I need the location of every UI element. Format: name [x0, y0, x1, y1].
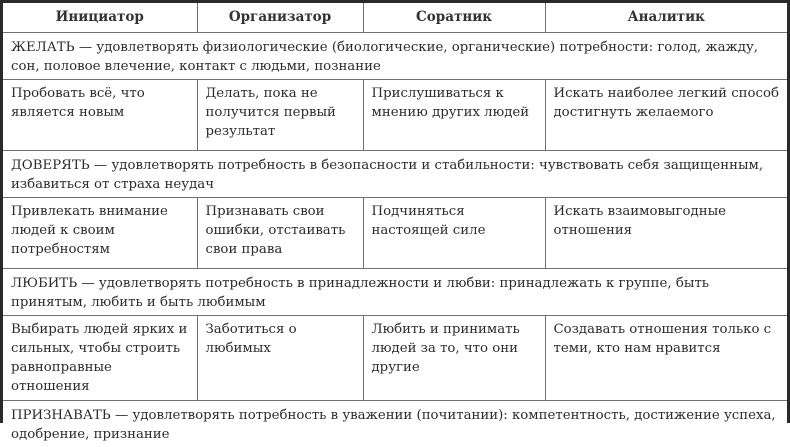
section-title: ЛЮБИТЬ — удовлетворять потребность в принадлежности и любви: принадлежать к группе, быть принятым, любить и быть любимым: [3, 269, 787, 316]
section-row-recognize: [3, 401, 787, 447]
table-cell: Выбирать людей ярких и сильных, чтобы строить равноправные отношения: [3, 316, 197, 401]
table-cell: Создавать отношения только с теми, кто нам нравится: [545, 316, 787, 401]
header-row: [3, 3, 787, 33]
section-title: ДОВЕРЯТЬ — удовлетворять потребность в безопасности и стабильности: чувствовать себя защищенным, избавиться от страха неудач: [3, 151, 787, 198]
table-cell: Прислушиваться к мнению других людей: [363, 80, 545, 151]
section-row-love: [3, 269, 787, 316]
header-associate: Соратник: [363, 3, 545, 33]
table-cell: Заботиться о любимых: [197, 316, 363, 401]
table-cell: Искать наиболее легкий способ достигнуть желаемого: [545, 80, 787, 151]
table-cell: Пробовать всё, что является новым: [3, 80, 197, 151]
table-cell: Искать взаимовыгодные отношения: [545, 198, 787, 269]
table-row: [3, 198, 787, 269]
section-row-trust: [3, 151, 787, 198]
header-analyst: Аналитик: [545, 3, 787, 33]
table-row: [3, 316, 787, 401]
section-title: ПРИЗНАВАТЬ — удовлетворять потребность в уважении (почитании): компетентность, достижение успеха, одобрение, признание: [3, 401, 787, 447]
table-row: [3, 80, 787, 151]
table-cell: Делать, пока не получится первый результат: [197, 80, 363, 151]
table-cell: Подчиняться настоящей силе: [363, 198, 545, 269]
header-organizer: Организатор: [197, 3, 363, 33]
table-cell: Любить и принимать людей за то, что они другие: [363, 316, 545, 401]
section-title: ЖЕЛАТЬ — удовлетворять физиологические (биологические, органические) потребности: голод, жажду, сон, половое влечение, контакт с людьми, познание: [3, 33, 787, 80]
section-row-desire: [3, 33, 787, 80]
table-cell: Привлекать внимание людей к своим потребностям: [3, 198, 197, 269]
header-initiator: Инициатор: [3, 3, 197, 33]
table-cell: Признавать свои ошибки, отстаивать свои права: [197, 198, 363, 269]
